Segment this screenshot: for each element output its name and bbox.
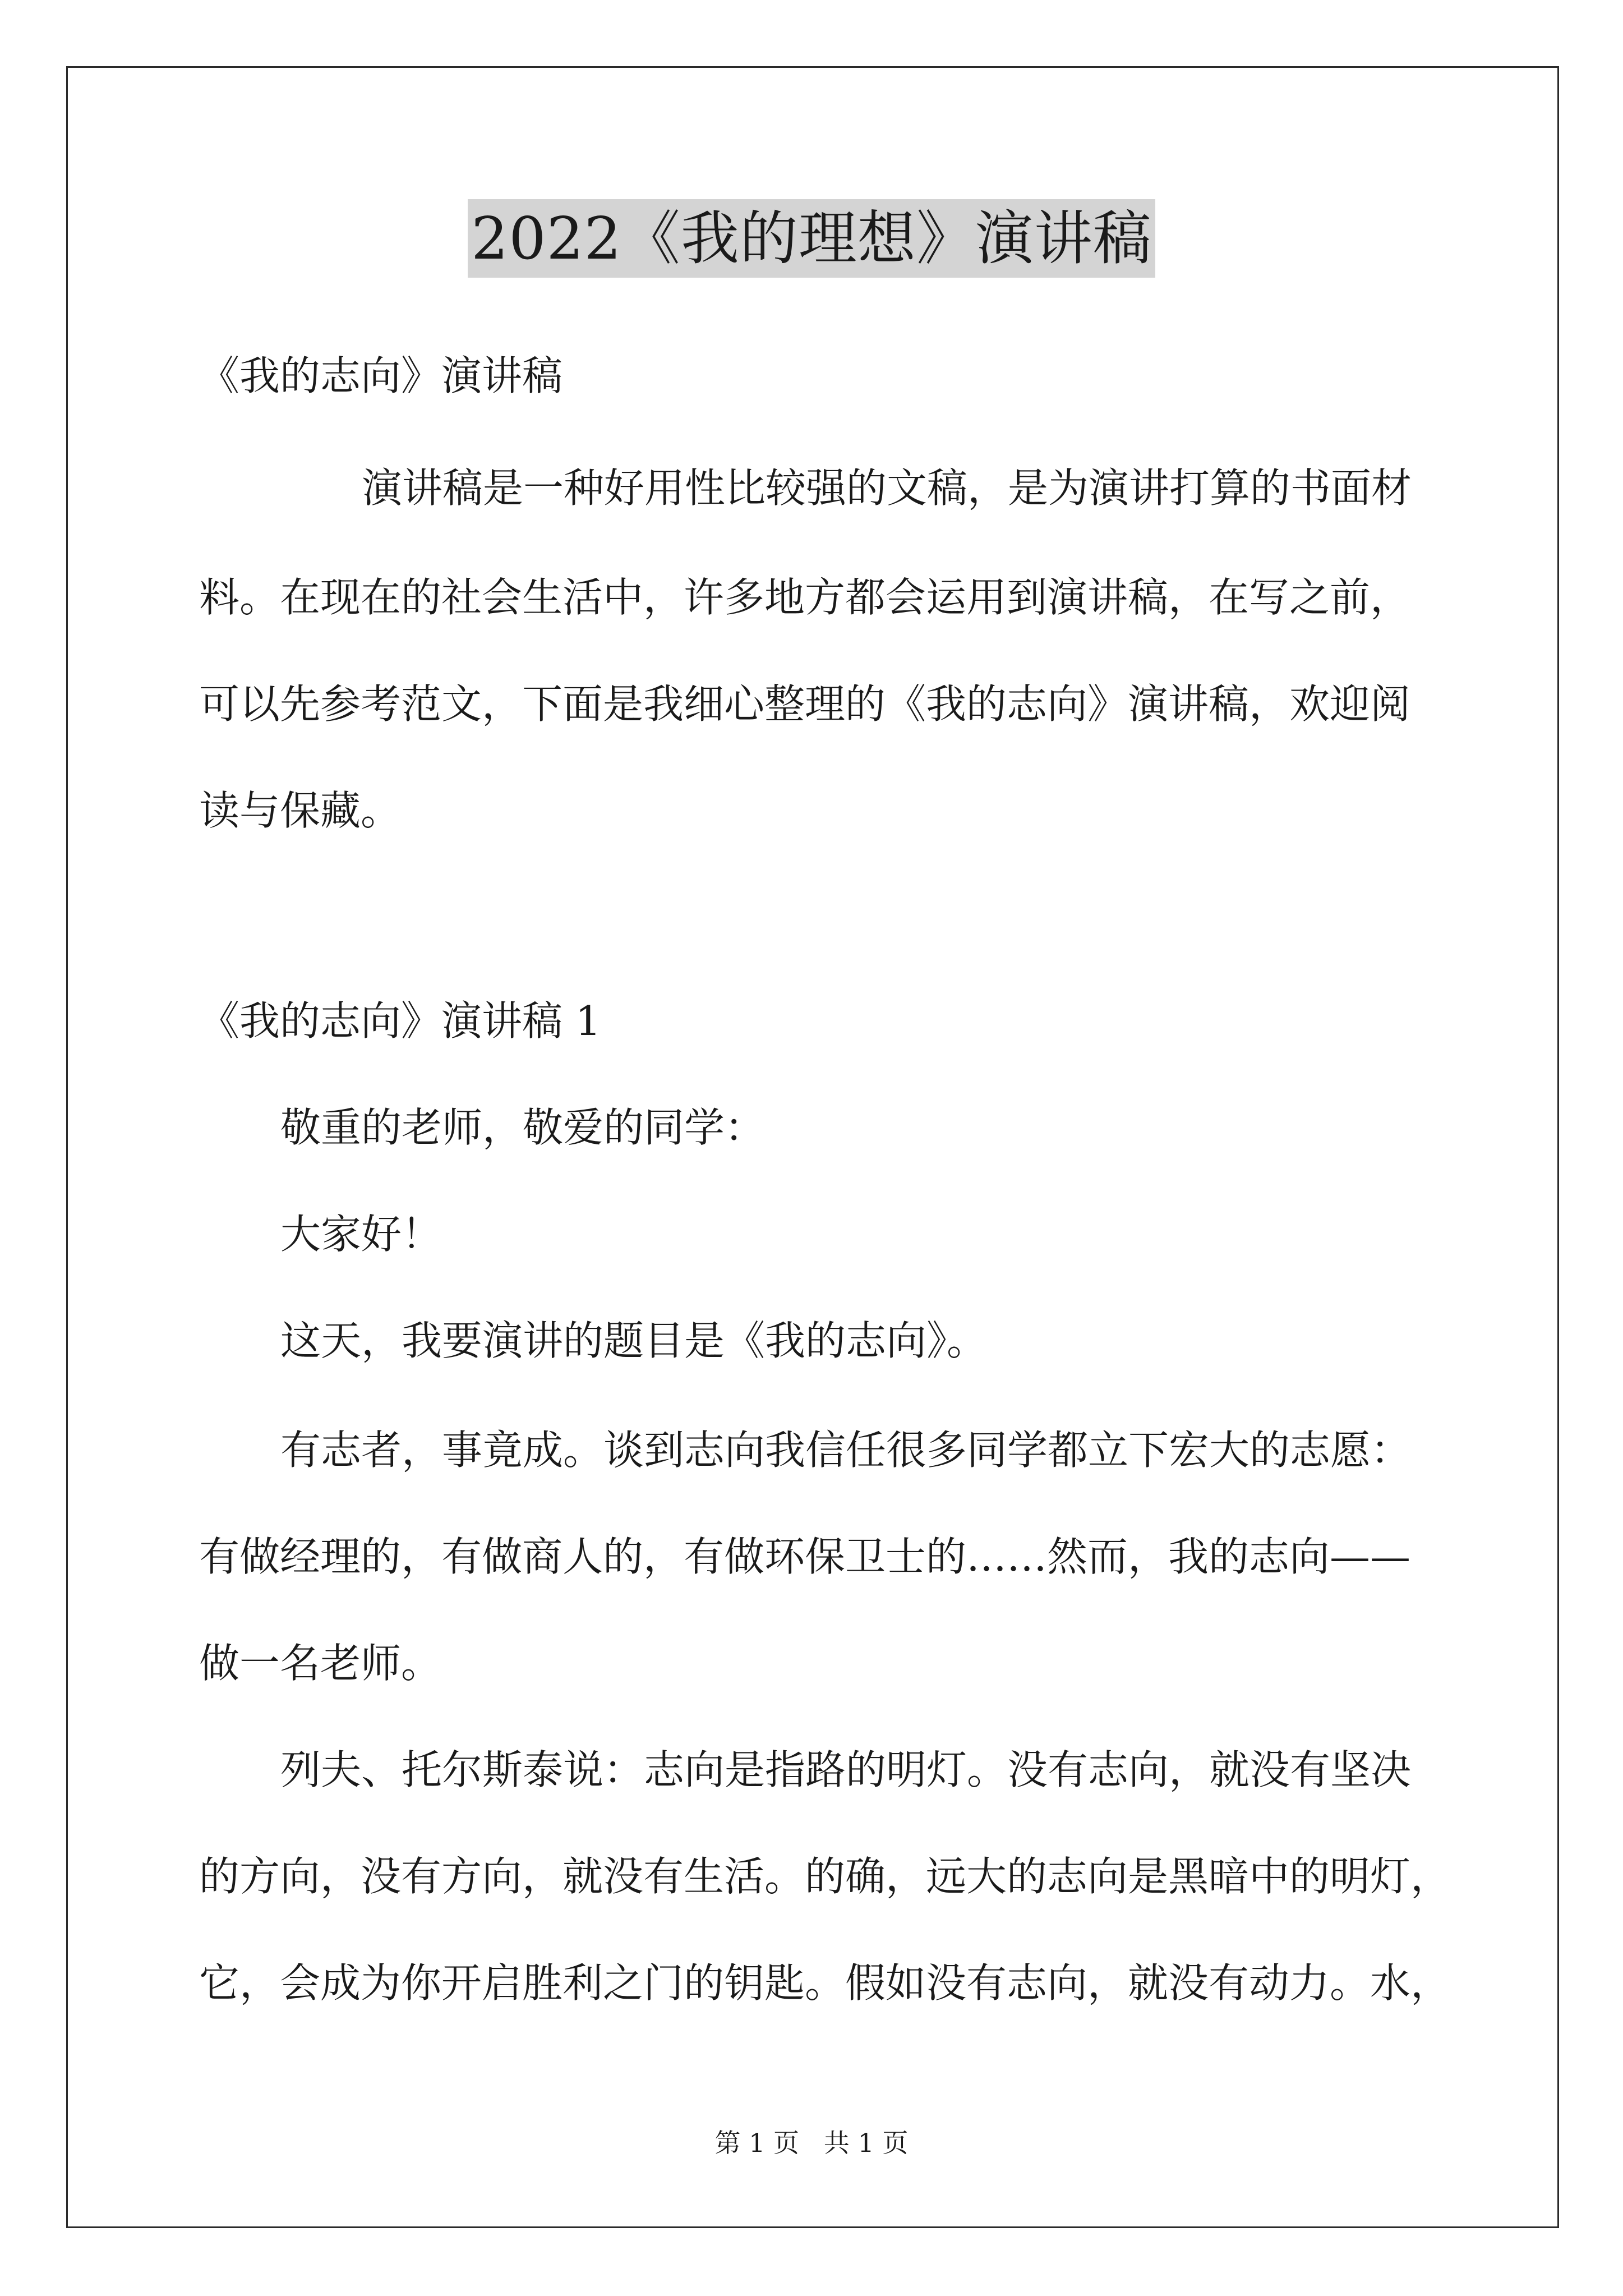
paragraph-line: 演讲稿是一种好用性比较强的文稿，是为演讲打算的书面材 (362, 464, 1412, 512)
paragraph-line: 这天，我要演讲的题目是《我的志向》。 (280, 1317, 988, 1364)
title-container (0, 199, 1623, 278)
paragraph-line: 做一名老师。 (199, 1640, 442, 1687)
page-footer: 第 1 页 共 1 页 (714, 2128, 909, 2158)
section-heading-1: 《我的志向》演讲稿 1 (199, 997, 601, 1045)
paragraph-line: 列夫、托尔斯泰说：志向是指路的明灯。没有志向，就没有坚决 (280, 1746, 1412, 1793)
paragraph-line: 可以先参考范文，下面是我细心整理的《我的志向》演讲稿，欢迎阅 (199, 680, 1411, 728)
paragraph-line: 它，会成为你开启胜利之门的钥匙。假如没有志向，就没有动力。水， (199, 1959, 1451, 2007)
paragraph-line: 有做经理的，有做商人的，有做环保卫士的……然而，我的志向—— (199, 1533, 1411, 1580)
section-heading-intro: 《我的志向》演讲稿 (199, 352, 563, 399)
document-title: 2022《我的理想》演讲稿 (468, 199, 1155, 278)
greeting: 大家好！ (280, 1211, 442, 1258)
paragraph-line: 读与保藏。 (199, 787, 402, 834)
salutation: 敬重的老师，敬爱的同学： (280, 1104, 766, 1151)
paragraph-line: 料。在现在的社会生活中，许多地方都会运用到演讲稿，在写之前， (199, 574, 1411, 621)
paragraph-line: 有志者，事竟成。谈到志向我信任很多同学都立下宏大的志愿： (280, 1427, 1412, 1474)
paragraph-line: 的方向，没有方向，就没有生活。的确，远大的志向是黑暗中的明灯， (199, 1853, 1451, 1900)
